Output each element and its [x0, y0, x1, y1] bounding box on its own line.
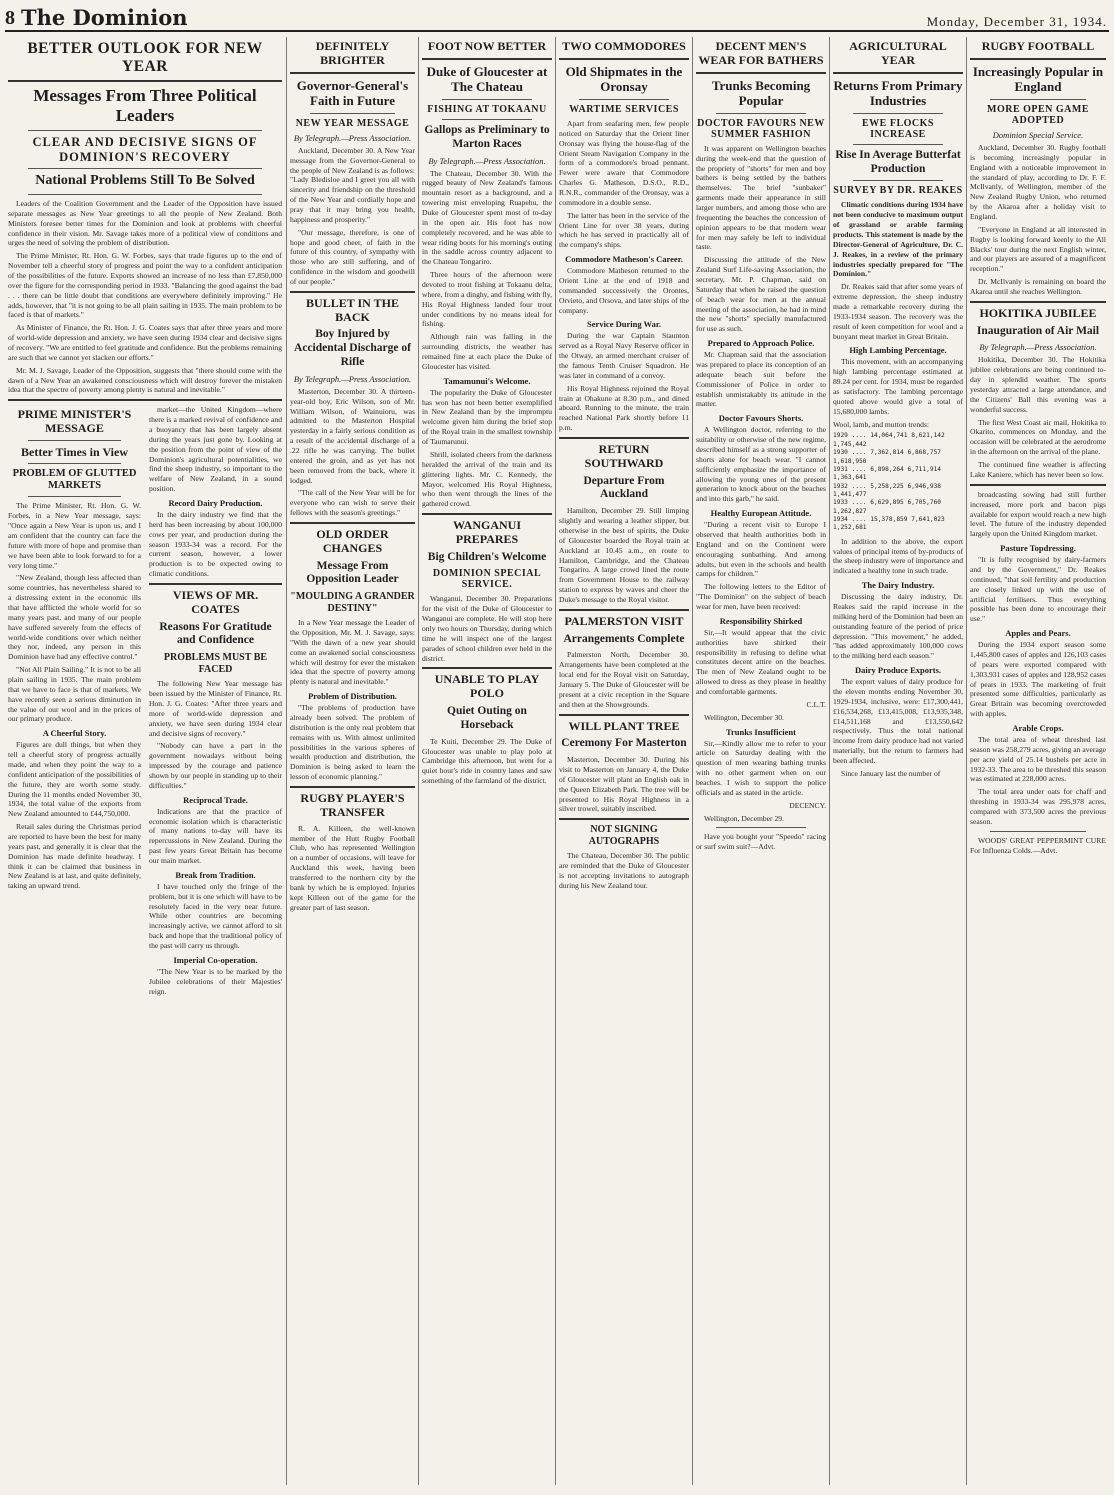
- subheadline: Governor-General's Faith in Future: [296, 77, 409, 109]
- divider: [310, 113, 395, 114]
- crosshead: Prepared to Approach Police.: [707, 338, 815, 349]
- paragraph: Dr. McIlvanly is remaining on board the Akaroa until she reaches Wellington.: [970, 277, 1106, 297]
- table-row: 1932 .... 5,258,225 6,946,938 1,441,477: [833, 482, 942, 498]
- divider: [833, 72, 963, 74]
- newspaper-page: [5, 4, 1109, 1488]
- crosshead: Tamamunui's Welcome.: [443, 375, 531, 386]
- crosshead: High Lambing Percentage.: [849, 345, 947, 356]
- byline: By Telegraph.—Press Association.: [293, 373, 412, 384]
- divider: [716, 113, 806, 114]
- divider: [290, 522, 415, 524]
- paragraph: In the dairy industry we find that the herd has been increasing by about 100,000 cows per year, and production during the season 1933-34 was a record. For the current season, however, a lower production is to be expected owing to climatic conditions.: [149, 510, 282, 579]
- divider: [290, 291, 415, 293]
- paragraph: "New Zealand, though less affected than some countries, has nevertheless shared to a distressing extent in the economic ills that have afflicted the whole world for so many years past, and many of our people have suffered severely from the effects of world-wide conditions over which neither they nor, indeed, any person in this Dominion have had any effective control.": [8, 573, 141, 662]
- divider: [28, 130, 262, 131]
- paragraph: Figures are dull things, but when they tell a cheerful story of progress actually made, and when they point the way to a confident anticipation of the possibilities of the future, they are worth some study. During the 11 months ended November 30, 1934, the total value of the exports from New Zealand amounted to £44,750,000.: [8, 740, 141, 819]
- paragraph: The total area under oats for chaff and threshing in 1933-34 was 295,978 acres, compared with 373,500 acres the previous season.: [970, 787, 1106, 826]
- crosshead: Imperial Co-operation.: [173, 954, 258, 965]
- paragraph: Mr. Chapman said that the association was prepared to place its conception of an adequate beach suit before the Commissioner of Police in order to establish unmistakably its attitude in the matter.: [696, 350, 826, 409]
- section-subheadline: Reasons For Gratitude and Confidence: [159, 620, 272, 647]
- subdeck: Rise In Average Butterfat Production: [835, 148, 961, 175]
- paragraph: broadcasting sowing had still further increased, more pork and bacon pigs available for export would reach a new high level. The future of the industry depended largely upon the United Kingdom market.: [970, 489, 1106, 539]
- byline: By Telegraph.—Press Association.: [428, 155, 546, 166]
- subheadline: Messages From Three Political Leaders: [33, 85, 257, 126]
- divider: [559, 714, 689, 716]
- crosshead: Arable Crops.: [1012, 722, 1064, 733]
- paragraph: "The problems of production have already been solved. The problem of distribution is the only real problem that remains with us. With almost unlimited possibilities in the various spheres of wealth production and distribution, the Dominion is being asked to learn the lesson of economic planning.": [290, 703, 415, 782]
- issue-date: Monday, December 31, 1934.: [926, 14, 1107, 29]
- paragraph: The Prime Minister, Rt. Hon. G. W. Forbes, in a New Year message, says: "Once again a New Year is upon us, and I am confident that the country can face the future with more of hope and promise than we have been able to look forward to for a very long time.": [8, 501, 141, 570]
- divider: [559, 818, 689, 820]
- paragraph: Hokitika, December 30. The Hokitika jubilee celebrations are being continued to-day in splendid weather. The sports yesterday attracted a large attendance, and the Citizens' Ball this evening was a wonderful success.: [970, 355, 1106, 414]
- divider: [970, 484, 1106, 486]
- divider: [696, 72, 826, 74]
- section-headline: RUGBY PLAYER'S TRANSFER: [300, 791, 405, 819]
- pm-message-column: [8, 405, 141, 999]
- advertisement: WOODS' GREAT PEPPERMINT CURE For Influenza Colds.—Advt.: [970, 835, 1106, 855]
- divider: [990, 831, 1086, 832]
- paragraph: Apart from seafaring men, few people noticed on Saturday that the Orient liner Oronsay was flying the house-flag of the Orient Steam Navigation Company in the form of a commodore's broad pennant. Fewer were aware that Commodore Charles G. Matheson, D.S.O., R.D., R.N.R., commander of the Oronsay, was a commodore in a double sense.: [559, 118, 689, 207]
- paragraph: Three hours of the afternoon were devoted to trout fishing at Tokaanu delta, where, from a dinghy, and fishing with fly, His Royal Highness landed four trout under conditions by no means ideal for fishing.: [422, 270, 552, 329]
- headline: BETTER OUTLOOK FOR NEW YEAR: [27, 40, 263, 75]
- divider: [422, 58, 552, 60]
- paragraph: Leaders of the Coalition Government and the Leader of the Opposition have issued separate messages as New Year greetings to all the people of New Zealand. Both Ministers foresee better times for the Dominion and look at problems with cheerful confidence in their vision. Mr. Savage takes more of a political view of conditions and urges the need of solving the problem of distribution.: [8, 198, 282, 248]
- section-headline: WILL PLANT TREE: [568, 718, 680, 733]
- crosshead: The Dairy Industry.: [861, 580, 935, 591]
- signature: C.L.T.: [806, 699, 826, 709]
- table-row: 1931 .... 6,898,264 6,711,914 1,363,641: [833, 465, 942, 482]
- section-subheadline: Boy Injured by Accidental Discharge of Rifle: [294, 328, 411, 368]
- letter-heading: Trunks Insufficient: [726, 726, 796, 737]
- divider: [716, 827, 806, 828]
- paragraph: "During a recent visit to Europe I observed that health authorities both in England and on the Continent were encouraging sunbathing. And among adults, but even in the schools and health camps for children.": [696, 520, 826, 579]
- paragraph: Hamilton, December 29. Still limping slightly and wearing a leather slipper, but otherwise in the best of spirits, the Duke of Gloucester boarded the Royal train at Auckland at 10.45 a.m., en route to Hamilton, Cambridge, and the Chateau Tongariro. A large crowd lined the route from Government House to the railway station to express by waves and cheer the Duke's message to the Royal visitor.: [559, 506, 689, 604]
- divider: [853, 113, 943, 114]
- paragraph: "Not All Plain Sailing." It is not to be all plain sailing in 1935. The main problem that we have to face is that of markets. We have recently seen a serious diminution in the value of our wool and in the prices of our primary produce.: [8, 665, 141, 724]
- divider: [853, 144, 943, 145]
- crosshead: Commodore Matheson's Career.: [565, 254, 683, 265]
- paragraph: Sir,—Kindly allow me to refer to your article on Saturday dealing with the question of men wearing bathing trunks with no other garment when on our beaches. I wish to support the police officials and as stated in the article.: [696, 738, 826, 797]
- paragraph: It was apparent on Wellington beaches during the week-end that the question of the propriety of "shorts" for men and boy bathers is being settled by the bathers themselves. The brief "sunbaker" garments made their appearance in still larger numbers, and among those who are frequenting the beaches the concession of opinion appears to be that modern wear for men may safely be left to individual taste.: [696, 143, 826, 252]
- table-heading: Wool, lamb, and mutton trends:: [833, 419, 929, 429]
- paragraph: The popularity the Duke of Gloucester has won has not been better exemplified in New Zealand than by the impromptu welcome given him during the brief stop of the Royal train in the smallest township of Taumarunui.: [422, 387, 552, 447]
- advertisement: Have you bought your "Speedo" racing or surf swim suit?—Advt.: [696, 832, 826, 852]
- paragraph: Te Kuiti, December 29. The Duke of Gloucester was unable to play polo at Cambridge this afternoon, but went for a quiet hour's ride in country lanes and saw something of the farmland of the district.: [422, 736, 552, 786]
- paragraph: Wanganui, December 30. Preparations for the visit of the Duke of Gloucester to Wanganui are complete. He will stop here only two hours on Thursday, during which time he will inspect one of the largest parades of school children ever held in the district.: [422, 594, 552, 663]
- byline: By Telegraph.—Press Association.: [979, 342, 1097, 353]
- section-subheadline: Quiet Outing on Horseback: [447, 705, 527, 731]
- section-subheadline: Big Children's Welcome: [427, 550, 547, 563]
- article-better-outlook: [5, 37, 285, 1485]
- paragraph: Since January last the number of: [841, 768, 941, 778]
- caption: DOCTOR FAVOURS NEW SUMMER FASHION: [697, 117, 825, 140]
- paragraph: Masterton, December 30. A thirteen-year-old boy, Eric Wilson, son of Mr. William Wilson, of Wainuioru, was admitted to the Masterton Hospital yesterday in a fairly serious condition as a result of the accidental discharge of a .22 rifle he was carrying. The bullet entered the groin, and as yet has not been removed from the back, where it lodged.: [290, 386, 415, 485]
- paragraph: Sir,—It would appear that the civic authorities have shirked their responsibility in refusing to define what constitutes decent attire on the beaches. The men of New Zealand ought to be allowed to dress as they please in healthy and comfortable garments.: [696, 627, 826, 697]
- paragraph: Discussing the dairy industry, Dr. Reakes said the rapid increase in the milking herd of the Dominion had been an outstanding feature of the period of price depression. "This movement," he added, "has added approximately 100,000 cows to the milking herd each season.": [833, 592, 963, 661]
- subheadline: Duke of Gloucester at The Chateau: [426, 63, 548, 95]
- section-subheadline: Inauguration of Air Mail: [976, 324, 1100, 337]
- article-rugby-football: [967, 37, 1109, 1485]
- article-mens-wear: [693, 37, 829, 1485]
- divider: [442, 119, 532, 120]
- byline: Dominion Special Service.: [992, 129, 1084, 140]
- article-definitely-brighter: [287, 37, 418, 1485]
- divider: [28, 440, 121, 441]
- table-row: 1933 .... 6,629,895 6,705,760 1,262,827: [833, 499, 942, 515]
- paragraph: Commodore Matheson returned to the Orient Line at the end of 1918 and commanded successively the Orontes, Orvieto, and Orsova, and later ships of the company.: [559, 266, 689, 315]
- divider: [28, 496, 121, 497]
- paragraph: His Royal Highness rejoined the Royal train at Ohakune at 8.30 p.m., and dined aboard. Running to the minute, the train reached National Park shortly before 11 p.m.: [559, 383, 689, 433]
- paragraph: "It is fully recognised by dairy-farmers and by the Government," Dr. Reakes continued, "that soil fertility and production are closely linked up with the use of artificial fertilisers. Thus everything possible has been done to encourage their use.": [970, 555, 1106, 624]
- section-deck: PROBLEM OF GLUTTED MARKETS: [12, 468, 137, 492]
- deck: CLEAR AND DECISIVE SIGNS OF DOMINION'S RECOVERY: [32, 135, 258, 164]
- divider: [28, 168, 262, 169]
- crosshead: Apples and Pears.: [1005, 628, 1071, 639]
- masthead: [5, 4, 1109, 32]
- section-headline: PRIME MINISTER'S MESSAGE: [17, 407, 132, 436]
- divider: [28, 194, 262, 195]
- two-column-block: [8, 405, 282, 999]
- paragraph: "Our message, therefore, is one of hope and good cheer, of faith in the future of this country, of sympathy with those who are still suffering, and of confidence in the wisdom and goodwill of our people.": [290, 227, 415, 286]
- article-two-commodores: [556, 37, 692, 1485]
- section-headline: UNABLE TO PLAY POLO: [434, 672, 540, 701]
- section-subheadline: Departure From Auckland: [583, 474, 665, 501]
- table-row: 1934 .... 15,378,859 7,641,023 1,252,681: [833, 516, 945, 532]
- signature: DECENCY.: [789, 800, 826, 810]
- crosshead: Reciprocal Trade.: [183, 794, 248, 805]
- paragraph: The following New Year message has been issued by the Minister of Finance, Rt. Hon. J. G. Coates: "After three years and more of world-wide depression and anxiety, we have seen during 1934 clear and decisive signs of recovery.": [149, 679, 282, 738]
- crosshead: Break from Tradition.: [175, 869, 256, 880]
- section-headline: HOKITIKA JUBILEE: [979, 305, 1097, 320]
- paragraph: Palmerston North, December 30. Arrangements have been completed at the local end for the Royal visit on Saturday, January 5. The Duke of Gloucester will be present at a civic reception in the Square and then at the Showgrounds.: [559, 650, 689, 709]
- article-foot-now-better: [419, 37, 555, 1485]
- divider: [970, 301, 1106, 303]
- headline: TWO COMMODORES: [562, 39, 686, 53]
- export-table: [833, 432, 963, 532]
- paragraph: The first West Coast air mail, Hokitika to Okarito, commences on Monday, and the occasion will be celebrated at the aerodrome in the afternoon on the arrival of the plane.: [970, 417, 1106, 457]
- caption: NEW YEAR MESSAGE: [295, 117, 410, 129]
- caption: FISHING AT TOKAANU: [427, 103, 547, 115]
- caption: DOMINION SPECIAL SERVICE.: [432, 568, 542, 591]
- paragraph: market—the United Kingdom—where there is a marked revival of confidence and a buoyancy that has been largely absent during the years just gone by. Looking at the position from the point of view of the Dominion's agricultural potentialities, we find the sheep industry, so important to the welfare of New Zealand, in a sound position.: [149, 405, 282, 494]
- divider: [290, 72, 415, 74]
- divider: [559, 58, 689, 60]
- paragraph: I have touched only the fringe of the problem, but it is one which will have to be resolutely faced in the very near future. While other countries are becoming increasingly active, we cannot afford to sit back and hope that the traditional policy of the past will carry us through.: [149, 881, 282, 950]
- headline: AGRICULTURAL YEAR: [849, 39, 947, 67]
- subheadline: Old Shipmates in the Oronsay: [565, 63, 683, 95]
- paragraph: The Chateau, December 30. The public are reminded that the Duke of Gloucester is not accepting invitations to autograph during his New Zealand tour.: [559, 851, 689, 890]
- crosshead: A Cheerful Story.: [42, 728, 107, 739]
- section-subheadline: Message From Opposition Leader: [306, 559, 399, 586]
- paragraph: Masterton, December 30. During his visit to Masterton on January 4, the Duke of Gloucester will plant an English oak in the Queen Elizabeth Park. The tree will be presented to His Royal Highness in a silver trowel, suitably inscribed.: [559, 755, 689, 814]
- paragraph: As Minister of Finance, the Rt. Hon. J. G. Coates says that after three years and more of world-wide depression and anxiety, we have seen during 1934 clear and decisive signs of recovery. "We are entitled to feel gratitude and confidence. But the problems remaining are such that we cannot yet slacken our efforts.": [8, 323, 282, 362]
- letter-heading: Responsibility Shirked: [719, 615, 803, 626]
- section-headline: VIEWS OF MR. COATES: [172, 588, 259, 616]
- headline: FOOT NOW BETTER: [427, 39, 547, 53]
- paragraph: Indications are that the practice of economic isolation which is characteristic of many nations to-day will have its repercussions in New Zealand. During the past few years Great Britain has become our main market.: [149, 806, 282, 865]
- crosshead: Pasture Topdressing.: [1000, 543, 1076, 554]
- paragraph: Although rain was falling in the surrounding districts, the weather has remained fine at each place the Duke of Gloucester has visited.: [422, 332, 552, 371]
- paragraph: Auckland, December 30. Rugby football is becoming increasingly popular in England with a noticeable improvement in the standard of play, according to Dr. F. F. McIlvanly, of Wellington, member of the New Zealand Rugby Union, who returned by the Akaroa after a holiday visit to England.: [970, 142, 1106, 221]
- paragraph: The continued fine weather is affecting Lake Kaniere, which has never been so low.: [970, 460, 1106, 479]
- paragraph: In a New Year message the Leader of the Opposition, Mr. M. J. Savage, says: "With the dawn of a new year should come an awakened social consciousness which will destroy for ever the mistaken idea that the spectre of poverty among plenty is natural and inevitable.": [290, 618, 415, 687]
- dateline: Wellington, December 30.: [704, 712, 784, 722]
- section-headline: BULLET IN THE BACK: [306, 295, 399, 324]
- divider: [559, 437, 689, 439]
- paragraph: "Nobody can have a part in the government nowadays without being impressed by the courage and patience shown by our people in standing up to their difficulties.": [149, 741, 282, 790]
- section-subheadline: Arrangements Complete: [563, 632, 685, 645]
- divider: [290, 786, 415, 788]
- section-headline: WANGANUI PREPARES: [452, 518, 521, 546]
- paragraph: Dr. Reakes said that after some years of extreme depression, the sheep industry made a remarkable recovery during the 1933-1934 season. The recovery was the result of keen competition for wool and a buoyant meat market in Great Britain.: [833, 282, 963, 341]
- page-number: 8: [5, 7, 15, 29]
- divider: [149, 583, 282, 585]
- section-headline: NOT SIGNING AUTOGRAPHS: [588, 824, 660, 847]
- caption: WARTIME SERVICES: [569, 103, 679, 115]
- divider: [579, 99, 669, 100]
- paper-nameplate: The Dominion: [21, 5, 188, 30]
- subdeck: National Problems Still To Be Solved: [35, 173, 255, 189]
- lead-paragraph: Climatic conditions during 1934 have not been conducive to maximum output of grassland or arable farming products. This statement is made by the Director-General of Agriculture, Dr. C. J. Reakes, in a review of the primary industries specially prepared for "The Dominion.": [833, 200, 963, 279]
- divider: [28, 463, 121, 464]
- section-headline: OLD ORDER CHANGES: [316, 526, 389, 555]
- paragraph: The following letters to the Editor of "The Dominion" on the subject of beach wear for men, have been received:: [696, 582, 826, 612]
- paragraph: A Wellington doctor, referring to the suitability or otherwise of the new regime, described himself as a strong supporter of shorts alone for beach wear. "I cannot sufficiently emphasize the importance of allowing the young ones of the present generation to knock about on the beaches and into this garb," he said.: [696, 425, 826, 504]
- section-headline: PALMERSTON VISIT: [564, 613, 684, 628]
- pm-continued-column: [149, 405, 282, 999]
- crosshead: Service During War.: [587, 319, 661, 330]
- paragraph: Retail sales during the Christmas period are reported to have been the best for many years past, and generally it is clear that the Dominion has made definite headway. I think it can be claimed that business in New Zealand is at last, and quite definitely, taking an upward trend.: [8, 822, 141, 891]
- paragraph: Auckland, December 30. A New Year message from the Governor-General to the people of New Zealand is as follows: "Lady Bledisloe and I greet you all with sincerity and friendship on the threshold of the New Year and cordially hope and pray that it may bring you health, happiness and prosperity.": [290, 145, 415, 224]
- subheadline: Returns From Primary Industries: [833, 77, 963, 109]
- section-headline: RETURN SOUTHWARD: [584, 442, 664, 470]
- dateline: Wellington, December 29.: [704, 813, 784, 823]
- divider: [8, 80, 282, 82]
- crosshead: Dairy Produce Exports.: [854, 665, 942, 676]
- headline: DECENT MEN'S WEAR FOR BATHERS: [698, 39, 824, 67]
- caption: EWE FLOCKS INCREASE: [862, 117, 934, 140]
- paragraph: Mr. M. J. Savage, Leader of the Opposition, suggests that "there should come with the dawn of a New Year an awakened consciousness which will destroy forever the mistaken idea that the spectre of poverty among plenty is natural and inevitable.": [8, 365, 282, 395]
- divider: [990, 99, 1086, 100]
- paragraph: This movement, with an accompanying high lambing percentage estimated at 89.24 per cent. for 1934, must be regarded as satisfactory. The lambing percentage quoted above would give a total of 15,680,000 lambs.: [833, 357, 963, 416]
- paragraph: Shrill, isolated cheers from the darkness heralded the arrival of the train and its glittering lights. Mr. C. Kennedy, the Mayor, welcomed His Royal Highness, who then went through the lines of the gathered crowd.: [422, 449, 552, 509]
- paragraph: In addition to the above, the export values of principal items of by-products of the sheep industry were of importance and indicated a healthy tone in such trade.: [833, 536, 963, 576]
- divider: [559, 609, 689, 611]
- paragraph: The Prime Minister, Rt. Hon. G. W. Forbes, says that trade figures up to the end of November tell a cheerful story of progress and point the way to a confident anticipation of the possibilities of the future. Exports showed an increase of no less than £7,850,000 over the figure for the corresponding period in 1933. "Balancing the good against the bad . . . there can be little doubt that conditions are everywhere definitely improving." He adds, however, that "it is not going to be all plain sailing in 1935. The main problem to be faced is that of markets.": [8, 251, 282, 320]
- paragraph: During the war Captain Staunton served as a Royal Navy Reserve officer in the Otway, an armed merchant cruiser of the famous Tenth Cruiser Squadron. He was later in command of a convoy.: [559, 331, 689, 380]
- byline: By Telegraph.—Press Association.: [293, 132, 412, 143]
- article-agricultural-year: [830, 37, 966, 1485]
- paragraph: "The New Year is to be marked by the Jubilee celebrations of their Majesties' reign.: [149, 966, 282, 996]
- paragraph: The latter has been in the service of the Orient Line for over 38 years, during which he has served in practically all of the company's ships.: [559, 210, 689, 250]
- divider: [442, 99, 532, 100]
- divider: [422, 513, 552, 515]
- table-row: 1929 .... 14,064,741 8,621,142 1,745,442: [833, 432, 945, 448]
- crosshead: Record Dairy Production.: [168, 498, 263, 509]
- paragraph: During the 1934 export season some 1,445,800 cases of apples and 126,103 cases of pears were exported compared with 1,303,931 cases of apples and 128,952 cases of pears in 1933. The marketing of fruit presented some difficulties, particularly as Great Britain was becoming overcrowded with apples.: [970, 640, 1106, 719]
- section-subheadline: Ceremony For Masterton: [561, 737, 687, 750]
- section-deck: PROBLEMS MUST BE FACED: [163, 652, 268, 675]
- paragraph: "Everyone in England at all interested in Rugby is looking forward keenly to the All Blacks' tour during the next English winter, and our players are assured of a magnificent reception.": [970, 224, 1106, 274]
- caption: SURVEY BY DR. REAKES: [833, 185, 963, 197]
- paragraph: "The call of the New Year will be for everyone who can wish to serve their fellows with the season's greetings.": [290, 488, 415, 518]
- subheadline: Trunks Becoming Popular: [711, 77, 811, 109]
- divider: [8, 399, 282, 401]
- crosshead: Problem of Distribution.: [308, 691, 397, 702]
- section-deck: "MOULDING A GRANDER DESTINY": [290, 591, 415, 614]
- divider: [853, 180, 943, 181]
- paragraph: The total area of wheat threshed last season was 258,279 acres, giving an average per acre yield of 25.14 bushels per acre in 1932-33. The area to be threshed this season was estimated at 228,000 acres.: [970, 734, 1106, 784]
- headline: RUGBY FOOTBALL: [981, 39, 1095, 53]
- subheadline: Increasingly Popular in England: [972, 63, 1104, 95]
- paragraph: R. A. Killeen, the well-known member of the Hutt Rugby Football Club, who has represented Wellington on a number of occasions, will leave for Auckland this week, having been transferred to the northern city by the bank by which he is employed. Injuries kept Killeen out of the game for the greater part of last season.: [290, 823, 415, 912]
- divider: [970, 58, 1106, 60]
- crosshead: Doctor Favours Shorts.: [718, 413, 804, 424]
- section-subheadline: Better Times in View: [21, 444, 128, 459]
- paragraph: The export values of dairy produce for the eleven months ending November 30, 1929-1934, inclusive, were: £17,300,441, £16,534,268, £13,415,008, £13,935,348, £14,511,168 and £13,550,642 respectively. Thus the total national income from dairy produce had not varied materially, but the return to farmers had been affected.: [833, 677, 963, 766]
- caption: MORE OPEN GAME ADOPTED: [987, 103, 1089, 126]
- crosshead: Healthy European Attitude.: [710, 508, 812, 519]
- divider: [422, 667, 552, 669]
- table-row: 1930 .... 7,362,814 6,868,757 1,618,950: [833, 449, 942, 465]
- subdeck: Gallops as Preliminary to Marton Races: [424, 123, 550, 150]
- paragraph: The Chateau, December 30. With the rugged beauty of New Zealand's famous mountain resort as a background, and a towering mist enveloping Ruapehu, the Duke of Gloucester spent most of to-day in the open air. His foot has now completely recovered, and he was able to wear riding boots for his morning's outing in the saddle across country adjacent to the Chateau Tongariro.: [422, 168, 552, 267]
- paragraph: Discussing the attitude of the New Zealand Surf Life-saving Association, the secretary, Mr. P. Chapman, said on Saturday that when he raised the question of beach wear for men at the annual meeting of the association, he had in mind the new "shorts" specially manufactured for use as such.: [696, 255, 826, 334]
- headline: DEFINITELY BRIGHTER: [315, 39, 390, 67]
